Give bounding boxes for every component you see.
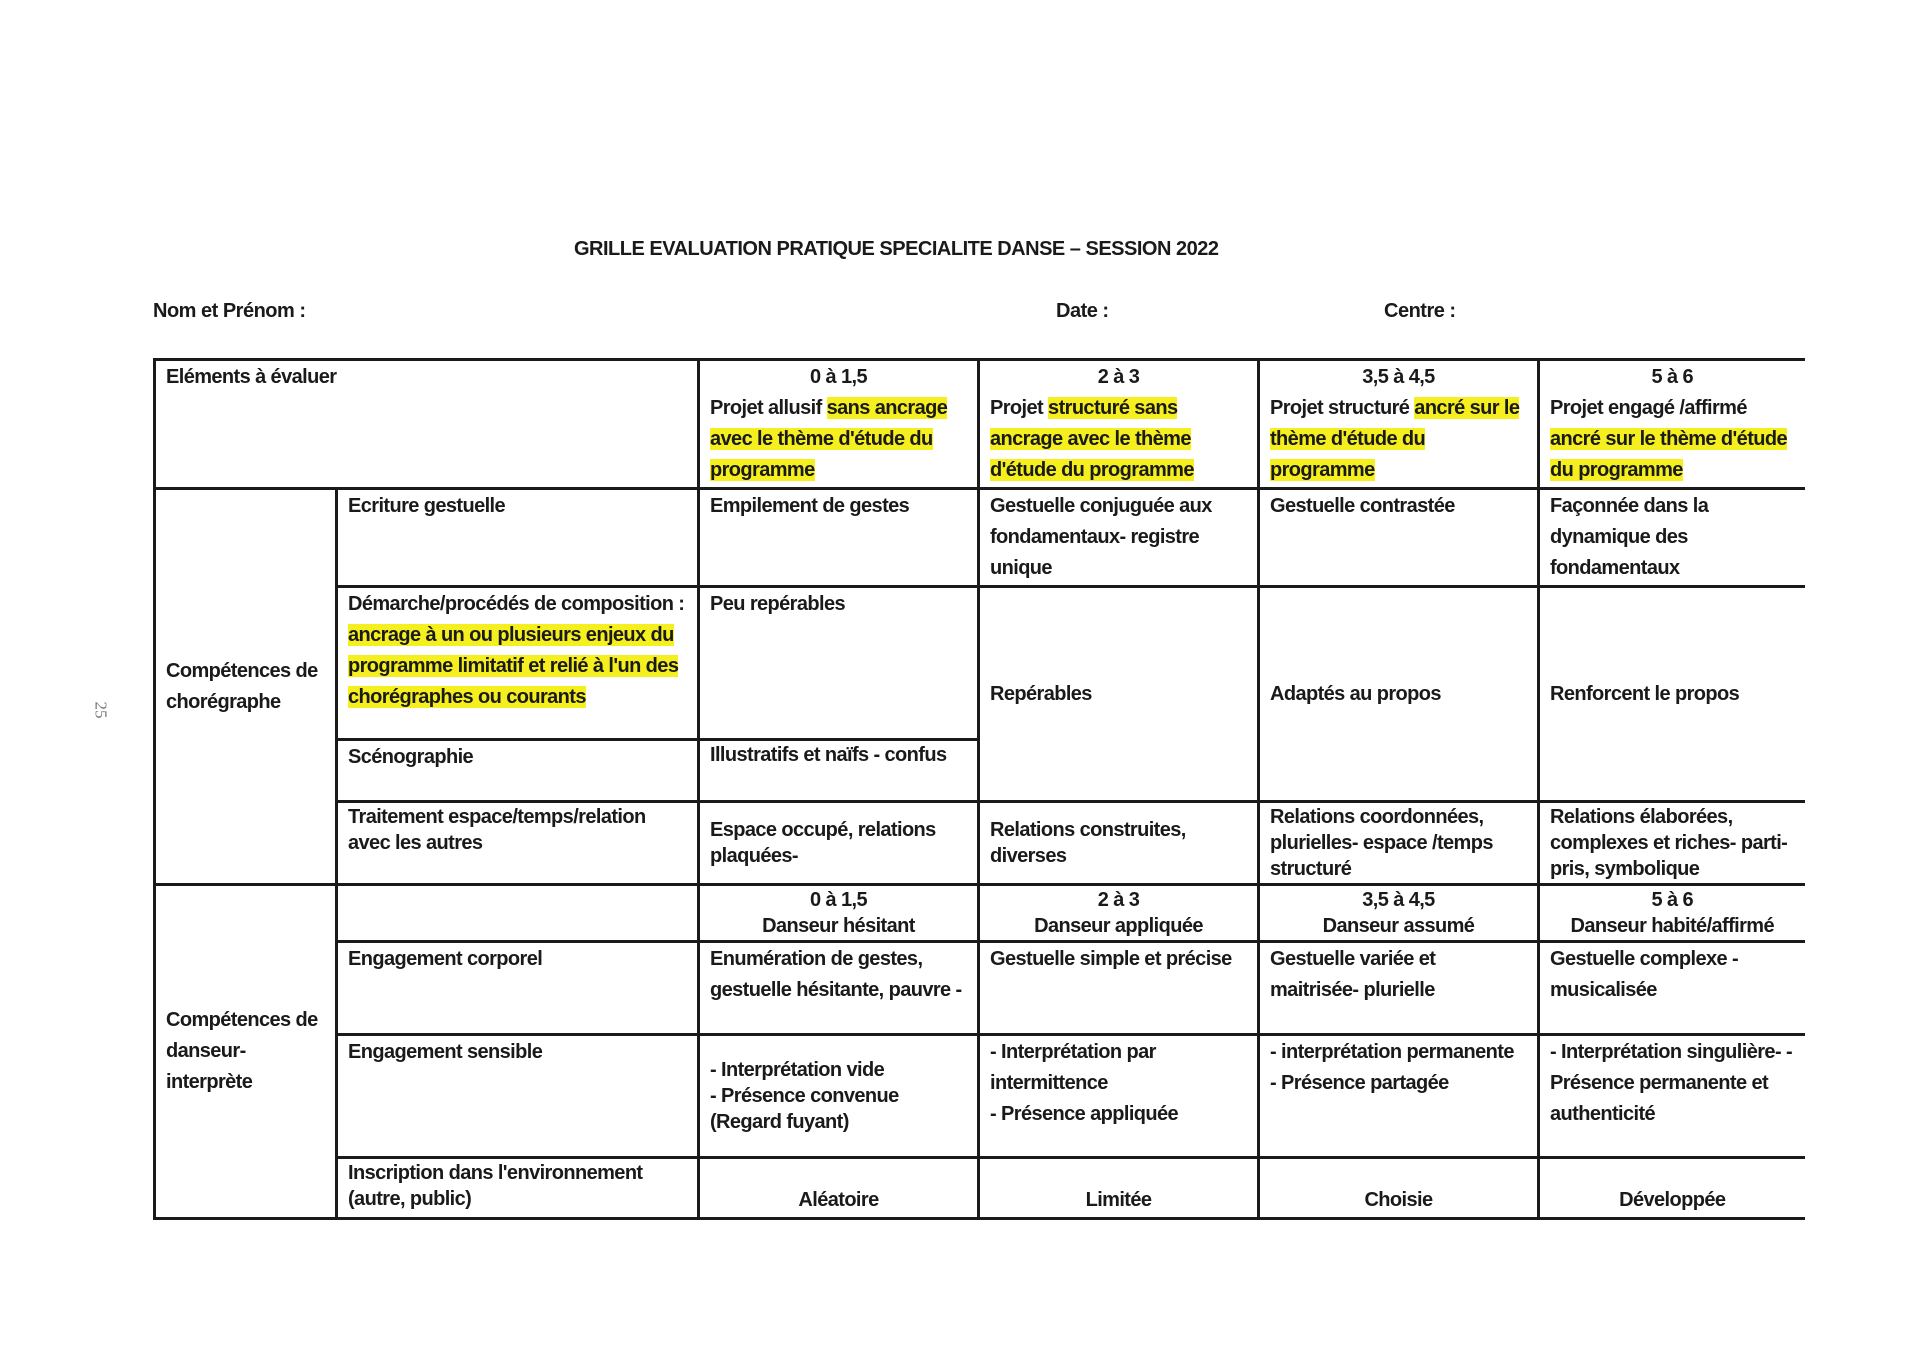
header-col-3-highlight: ancré sur le thème d'étude du programme [1270,397,1520,481]
header-col-1-text: Projet allusif [710,397,827,419]
name-field-label: Nom et Prénom : [153,300,306,322]
corporel-c1: Enumération de gestes, gestuelle hésitante, pauvre - [699,942,979,1035]
demarche-c4: Renforcent le propos [1539,587,1805,802]
sensible-c3-line1: - interprétation permanente [1270,1041,1514,1063]
dancer-header-c3-range: 3,5 à 4,5 [1362,889,1435,911]
corporel-c3: Gestuelle variée et maitrisée- plurielle [1259,942,1539,1035]
date-field-label: Date : [1056,300,1109,322]
row-engagement-sensible [155,1035,1805,1158]
sensible-c3 [1259,1035,1539,1158]
traitement-c4: Relations élaborées, complexes et riches- parti-pris, symbolique [1539,802,1805,885]
header-col-3 [1259,360,1539,489]
header-col-1 [699,360,979,489]
scenographie-c1: Illustratifs et naïfs - confus [699,740,979,802]
demarche-label: Démarche/procédés de composition : [348,593,685,615]
dancer-header-c1-label: Danseur hésitant [762,915,915,937]
dancer-header-c2-range: 2 à 3 [1097,889,1140,911]
criterion-scenographie: Scénographie [337,740,699,802]
elements-label: Eléments à évaluer [166,366,337,388]
header-col-4-highlight: ancré sur le thème d'étude du programme [1550,428,1788,481]
evaluation-grid [153,358,1805,1220]
inscription-c4: Développée [1539,1158,1805,1219]
section-choreographer [155,489,337,885]
criterion-engagement-sensible: Engagement sensible [337,1035,699,1158]
criterion-ecriture: Ecriture gestuelle [337,489,699,587]
dancer-header-c1-range: 0 à 1,5 [810,889,867,911]
section-dancer [155,885,337,1219]
criterion-traitement: Traitement espace/temps/relation avec les autres [337,802,699,885]
ecriture-c3: Gestuelle contrastée [1259,489,1539,587]
section-dancer-label: Compétences de danseur- interprète [166,1009,318,1093]
criterion-demarche [337,587,699,740]
ecriture-c2: Gestuelle conjuguée aux fondamentaux- registre unique [979,489,1259,587]
header-col-2-range: 2 à 3 [1097,366,1140,388]
criterion-engagement-corporel: Engagement corporel [337,942,699,1035]
sensible-c2 [979,1035,1259,1158]
sensible-c2-line2: - Présence appliquée [990,1103,1179,1125]
dancer-header-c2-label: Danseur appliquée [1034,915,1203,937]
inscription-c2: Limitée [979,1158,1259,1219]
demarche-c2: Repérables [979,587,1259,802]
traitement-c3: Relations coordonnées, plurielles- espace /temps structuré [1259,802,1539,885]
dancer-header-c4-label: Danseur habité/affirmé [1570,915,1775,937]
header-col-4-text: Projet engagé /affirmé [1550,397,1747,419]
header-col-1-highlight: sans ancrage avec le thème d'étude du programme [710,397,948,481]
dancer-header-blank [337,885,699,942]
dancer-header-c4 [1539,885,1805,942]
inscription-c1: Aléatoire [699,1158,979,1219]
header-col-4-range: 5 à 6 [1651,366,1693,388]
row-traitement [155,802,1805,885]
demarche-c3: Adaptés au propos [1259,587,1539,802]
inscription-c3: Choisie [1259,1158,1539,1219]
criterion-inscription: Inscription dans l'environnement (autre, public) [337,1158,699,1219]
demarche-c1: Peu repérables [699,587,979,740]
header-col-4 [1539,360,1805,489]
ecriture-c4: Façonnée dans la dynamique des fondamentaux [1539,489,1805,587]
header-col-2-highlight: structuré sans ancrage avec le thème d'étude du programme [990,397,1194,481]
dancer-header-c2 [979,885,1259,942]
centre-field-label: Centre : [1384,300,1456,322]
row-dancer-header [155,885,1805,942]
header-col-1-range: 0 à 1,5 [810,366,867,388]
ecriture-c1: Empilement de gestes [699,489,979,587]
demarche-highlight: ancrage à un ou plusieurs enjeux du programme limitatif et relié à l'un des chorégraphes ou courants [348,624,679,708]
header-row [155,360,1805,489]
header-col-2 [979,360,1259,489]
section-choreographer-label: Compétences de chorégraphe [166,659,318,713]
sensible-c1 [699,1035,979,1158]
dancer-header-c4-range: 5 à 6 [1651,889,1693,911]
sensible-c1-line2: - Présence convenue (Regard fuyant) [710,1085,899,1133]
corporel-c4: Gestuelle complexe - musicalisée [1539,942,1805,1035]
page-number: 25 [91,701,111,719]
row-engagement-corporel [155,942,1805,1035]
page-title: GRILLE EVALUATION PRATIQUE SPECIALITE DANSE – SESSION 2022 [574,238,1219,260]
traitement-c2: Relations construites, diverses [979,802,1259,885]
elements-header-cell [155,360,699,489]
header-col-2-text: Projet [990,397,1049,419]
sensible-c4: - Interprétation singulière- - Présence permanente et authenticité [1539,1035,1805,1158]
dancer-header-c3-label: Danseur assumé [1322,915,1475,937]
dancer-header-c3 [1259,885,1539,942]
row-inscription [155,1158,1805,1219]
traitement-c1: Espace occupé, relations plaquées- [699,802,979,885]
sensible-c1-line1: - Interprétation vide [710,1059,885,1081]
header-col-3-text: Projet structuré [1270,397,1415,419]
row-ecriture [155,489,1805,587]
sensible-c2-line1: - Interprétation par intermittence [990,1041,1156,1094]
header-col-3-range: 3,5 à 4,5 [1362,366,1435,388]
corporel-c2: Gestuelle simple et précise [979,942,1259,1035]
row-demarche [155,587,1805,740]
sensible-c3-line2: - Présence partagée [1270,1072,1449,1094]
dancer-header-c1 [699,885,979,942]
